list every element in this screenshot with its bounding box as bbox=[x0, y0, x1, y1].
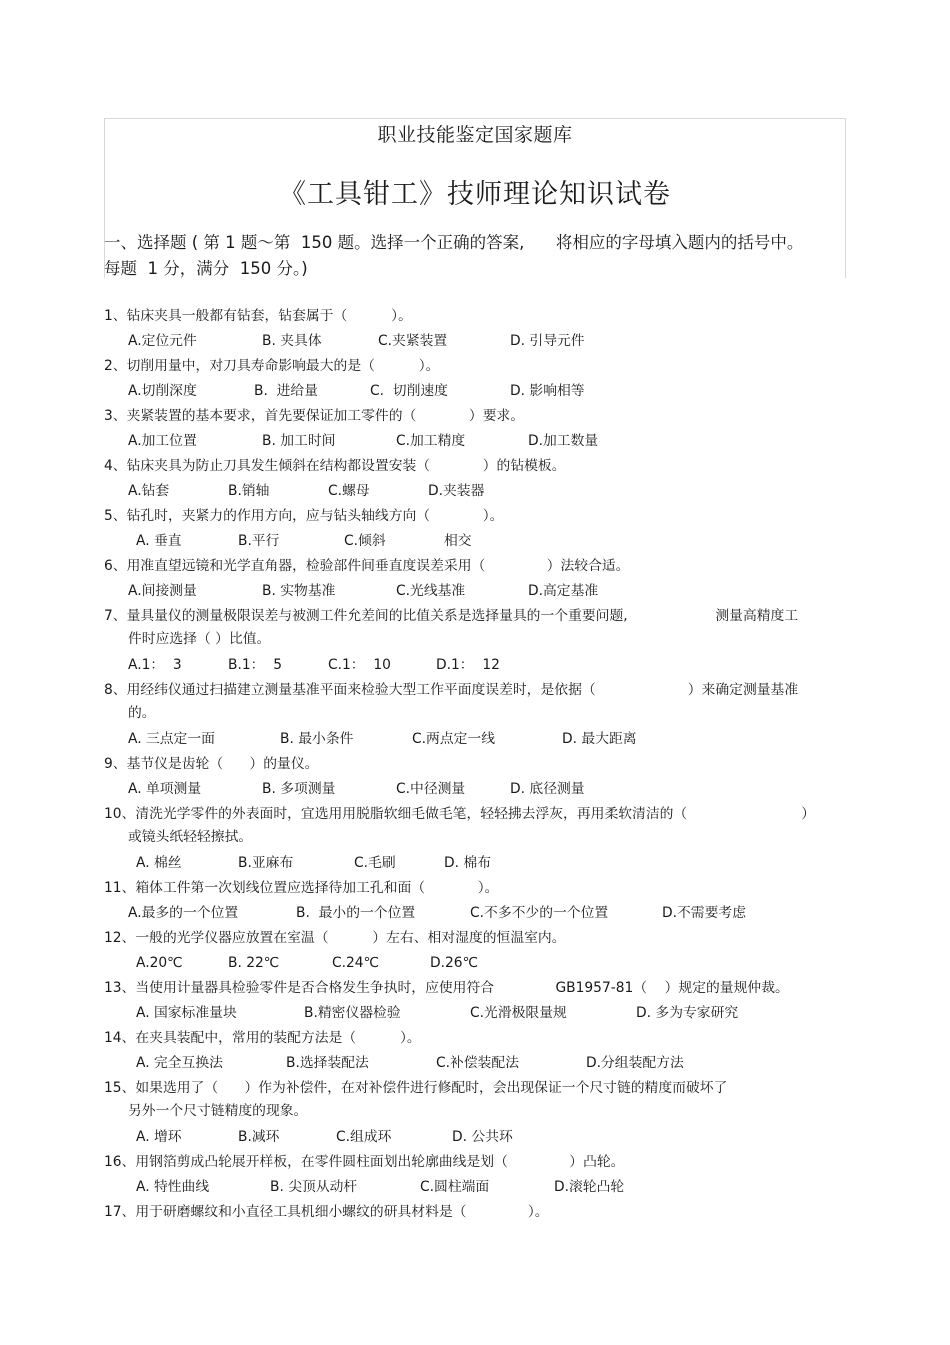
answer-option[interactable]: B.1： 5 bbox=[228, 657, 282, 673]
answer-option[interactable]: B.减环 bbox=[238, 1129, 280, 1145]
question-6 bbox=[104, 554, 844, 579]
question-7 bbox=[104, 604, 844, 653]
answer-option[interactable]: B.精密仪器检验 bbox=[304, 1005, 401, 1021]
answer-option[interactable]: C.1： 10 bbox=[328, 657, 391, 673]
answer-option[interactable]: D.夹装器 bbox=[428, 483, 485, 499]
answer-option[interactable]: C.加工精度 bbox=[396, 433, 466, 449]
question-5 bbox=[104, 504, 844, 529]
answer-option[interactable]: D. 多为专家研究 bbox=[636, 1005, 739, 1021]
question-1-options bbox=[104, 329, 844, 354]
answer-option[interactable]: B.亚麻布 bbox=[238, 855, 294, 871]
question-6-options bbox=[104, 579, 844, 604]
question-stem-continued: 另外一个尺寸链精度的现象。 bbox=[128, 1103, 308, 1119]
answer-option[interactable]: B. 最小条件 bbox=[280, 731, 354, 747]
question-14-options bbox=[104, 1051, 844, 1076]
question-stem: 7、量具量仪的测量极限误差与被测工件允差间的比值关系是选择量具的一个重要问题, 测量高精度工 bbox=[104, 608, 799, 624]
answer-option[interactable]: A. 垂直 bbox=[136, 533, 182, 549]
answer-option[interactable]: B. 多项测量 bbox=[262, 781, 336, 797]
section-intro bbox=[104, 230, 844, 282]
question-3-options bbox=[104, 429, 844, 454]
answer-option[interactable]: B.平行 bbox=[238, 533, 280, 549]
answer-option[interactable]: D.高定基准 bbox=[528, 583, 599, 599]
question-15-options bbox=[104, 1125, 844, 1150]
question-stem: 17、用于研磨螺纹和小直径工具机细小螺纹的研具材料是（ ）。 bbox=[104, 1204, 549, 1220]
section-intro-line-1: 一、选择题 ( 第 1 题～第 150 题。选择一个正确的答案, 将相应的字母填入题内的括号中。 bbox=[104, 233, 804, 252]
answer-option[interactable]: D. 引导元件 bbox=[510, 333, 585, 349]
question-4 bbox=[104, 454, 844, 479]
answer-option[interactable]: A.定位元件 bbox=[128, 333, 197, 349]
question-8 bbox=[104, 678, 844, 727]
question-list bbox=[104, 304, 844, 1225]
answer-option[interactable]: A.切削深度 bbox=[128, 383, 197, 399]
question-10 bbox=[104, 802, 844, 851]
question-stem: 14、在夹具装配中，常用的装配方法是（ ）。 bbox=[104, 1030, 421, 1046]
answer-option[interactable]: A.最多的一个位置 bbox=[128, 905, 239, 921]
answer-option[interactable]: A. 单项测量 bbox=[128, 781, 202, 797]
question-stem: 6、用准直望远镜和光学直角器，检验部件间垂直度误差采用（ ）法较合适。 bbox=[104, 558, 630, 574]
answer-option[interactable]: A. 增环 bbox=[136, 1129, 182, 1145]
answer-option[interactable]: A.1： 3 bbox=[128, 657, 182, 673]
question-1 bbox=[104, 304, 844, 329]
question-stem: 3、夹紧装置的基本要求，首先要保证加工零件的（ ）要求。 bbox=[104, 408, 525, 424]
question-9 bbox=[104, 752, 844, 777]
answer-option[interactable]: A. 国家标准量块 bbox=[136, 1005, 237, 1021]
answer-option[interactable]: D. 最大距离 bbox=[562, 731, 637, 747]
question-17 bbox=[104, 1200, 844, 1225]
answer-option[interactable]: C.光滑极限量规 bbox=[470, 1005, 567, 1021]
answer-option[interactable]: B. 最小的一个位置 bbox=[296, 905, 416, 921]
answer-option[interactable]: B. 尖顶从动杆 bbox=[270, 1179, 358, 1195]
answer-option[interactable]: B. 进给量 bbox=[254, 383, 319, 399]
answer-option[interactable]: C.中径测量 bbox=[396, 781, 466, 797]
answer-option[interactable]: D.26℃ bbox=[430, 955, 479, 971]
answer-option[interactable]: D.加工数量 bbox=[528, 433, 599, 449]
question-15 bbox=[104, 1076, 844, 1125]
question-stem: 9、基节仪是齿轮（ ）的量仪。 bbox=[104, 756, 319, 772]
question-10-options bbox=[104, 851, 844, 876]
answer-option[interactable]: C.夹紧装置 bbox=[378, 333, 448, 349]
answer-option[interactable]: C.毛刷 bbox=[354, 855, 396, 871]
section-intro-line-2: 每题 1 分，满分 150 分。) bbox=[104, 259, 308, 278]
question-13-options bbox=[104, 1001, 844, 1026]
question-stem: 15、如果选用了（ ）作为补偿件，在对补偿件进行修配时，会出现保证一个尺寸链的精度而破坏了 bbox=[104, 1080, 728, 1096]
question-4-options bbox=[104, 479, 844, 504]
answer-option[interactable]: C.不多不少的一个位置 bbox=[470, 905, 609, 921]
question-stem: 12、一般的光学仪器应放置在室温（ ）左右、相对湿度的恒温室内。 bbox=[104, 930, 566, 946]
question-12-options bbox=[104, 951, 844, 976]
question-stem: 5、钻孔时，夹紧力的作用方向，应与钻头轴线方向（ ）。 bbox=[104, 508, 504, 524]
answer-option[interactable]: D. 影响相等 bbox=[510, 383, 585, 399]
answer-option[interactable]: C.光线基准 bbox=[396, 583, 466, 599]
answer-option[interactable]: D.分组装配方法 bbox=[586, 1055, 684, 1071]
answer-option[interactable]: B.选择装配法 bbox=[286, 1055, 369, 1071]
answer-option[interactable]: C.倾斜 bbox=[344, 533, 386, 549]
document-title: 《工具钳工》技师理论知识试卷 bbox=[279, 179, 671, 210]
question-2 bbox=[104, 354, 844, 379]
question-7-options bbox=[104, 653, 844, 678]
question-stem: 10、清洗光学零件的外表面时，宜选用用脱脂软细毛做毛笔，轻轻拂去浮灰，再用柔软清洁的（ ） bbox=[104, 806, 816, 822]
question-3 bbox=[104, 404, 844, 429]
question-9-options bbox=[104, 777, 844, 802]
question-5-options bbox=[104, 529, 844, 554]
answer-option[interactable]: A.加工位置 bbox=[128, 433, 197, 449]
answer-option[interactable]: A. 棉丝 bbox=[136, 855, 182, 871]
answer-option[interactable]: A. 特性曲线 bbox=[136, 1179, 210, 1195]
answer-option[interactable]: C.两点定一线 bbox=[412, 731, 496, 747]
answer-option[interactable]: D.不需要考虑 bbox=[662, 905, 746, 921]
question-stem-continued: 或镜头纸轻轻擦拭。 bbox=[128, 829, 253, 845]
question-stem: 11、箱体工件第一次划线位置应选择待加工孔和面（ ）。 bbox=[104, 880, 499, 896]
question-11 bbox=[104, 876, 844, 901]
answer-option[interactable]: B. 加工时间 bbox=[262, 433, 336, 449]
question-14 bbox=[104, 1026, 844, 1051]
answer-option[interactable]: C.24℃ bbox=[332, 955, 380, 971]
answer-option[interactable]: D. 公共环 bbox=[452, 1129, 513, 1145]
question-16-options bbox=[104, 1175, 844, 1200]
question-11-options bbox=[104, 901, 844, 926]
answer-option[interactable]: B. 22℃ bbox=[228, 955, 280, 971]
answer-option[interactable]: C.组成环 bbox=[336, 1129, 392, 1145]
answer-option[interactable]: C.螺母 bbox=[328, 483, 370, 499]
question-stem: 4、钻床夹具为防止刀具发生倾斜在结构都设置安装（ ）的钻模板。 bbox=[104, 458, 566, 474]
answer-option[interactable]: D.1： 12 bbox=[436, 657, 500, 673]
question-16 bbox=[104, 1150, 844, 1175]
question-stem: 8、用经纬仪通过扫描建立测量基准平面来检验大型工作平面度误差时，是依据（ ）来确定测量基准 bbox=[104, 682, 799, 698]
answer-option[interactable]: B.销轴 bbox=[228, 483, 270, 499]
question-2-options bbox=[104, 379, 844, 404]
question-13 bbox=[104, 976, 844, 1001]
answer-option[interactable]: B. 夹具体 bbox=[262, 333, 322, 349]
question-stem: 13、当使用计量器具检验零件是否合格发生争执时，应使用符合 GB1957-81（ ）规定的量规仲裁。 bbox=[104, 980, 789, 996]
document-subtitle: 职业技能鉴定国家题库 bbox=[377, 124, 573, 146]
question-12 bbox=[104, 926, 844, 951]
question-stem-continued: 的。 bbox=[128, 705, 156, 721]
answer-option[interactable]: C.补偿装配法 bbox=[436, 1055, 520, 1071]
answer-option[interactable]: C. 切削速度 bbox=[370, 383, 448, 399]
answer-option[interactable]: A.20℃ bbox=[136, 955, 183, 971]
question-stem: 16、用钢箔剪成凸轮展开样板，在零件圆柱面划出轮廓曲线是划（ ）凸轮。 bbox=[104, 1154, 625, 1170]
answer-option[interactable]: A.钻套 bbox=[128, 483, 170, 499]
question-stem-continued: 件时应选择（ ）比值。 bbox=[128, 631, 271, 647]
question-stem: 2、切削用量中，对刀具寿命影响最大的是（ ）。 bbox=[104, 358, 440, 374]
answer-option[interactable]: A.间接测量 bbox=[128, 583, 197, 599]
answer-option[interactable]: D. 底径测量 bbox=[510, 781, 585, 797]
question-stem: 1、钻床夹具一般都有钻套，钻套属于（ ）。 bbox=[104, 308, 412, 324]
answer-option[interactable]: D. 棉布 bbox=[444, 855, 491, 871]
answer-option[interactable]: A. 三点定一面 bbox=[128, 731, 215, 747]
answer-option[interactable]: B. 实物基准 bbox=[262, 583, 336, 599]
answer-option[interactable]: A. 完全互换法 bbox=[136, 1055, 223, 1071]
question-8-options bbox=[104, 727, 844, 752]
answer-option[interactable]: D.滚轮凸轮 bbox=[554, 1179, 625, 1195]
answer-option[interactable]: 相交 bbox=[444, 533, 472, 549]
answer-option[interactable]: C.圆柱端面 bbox=[420, 1179, 490, 1195]
